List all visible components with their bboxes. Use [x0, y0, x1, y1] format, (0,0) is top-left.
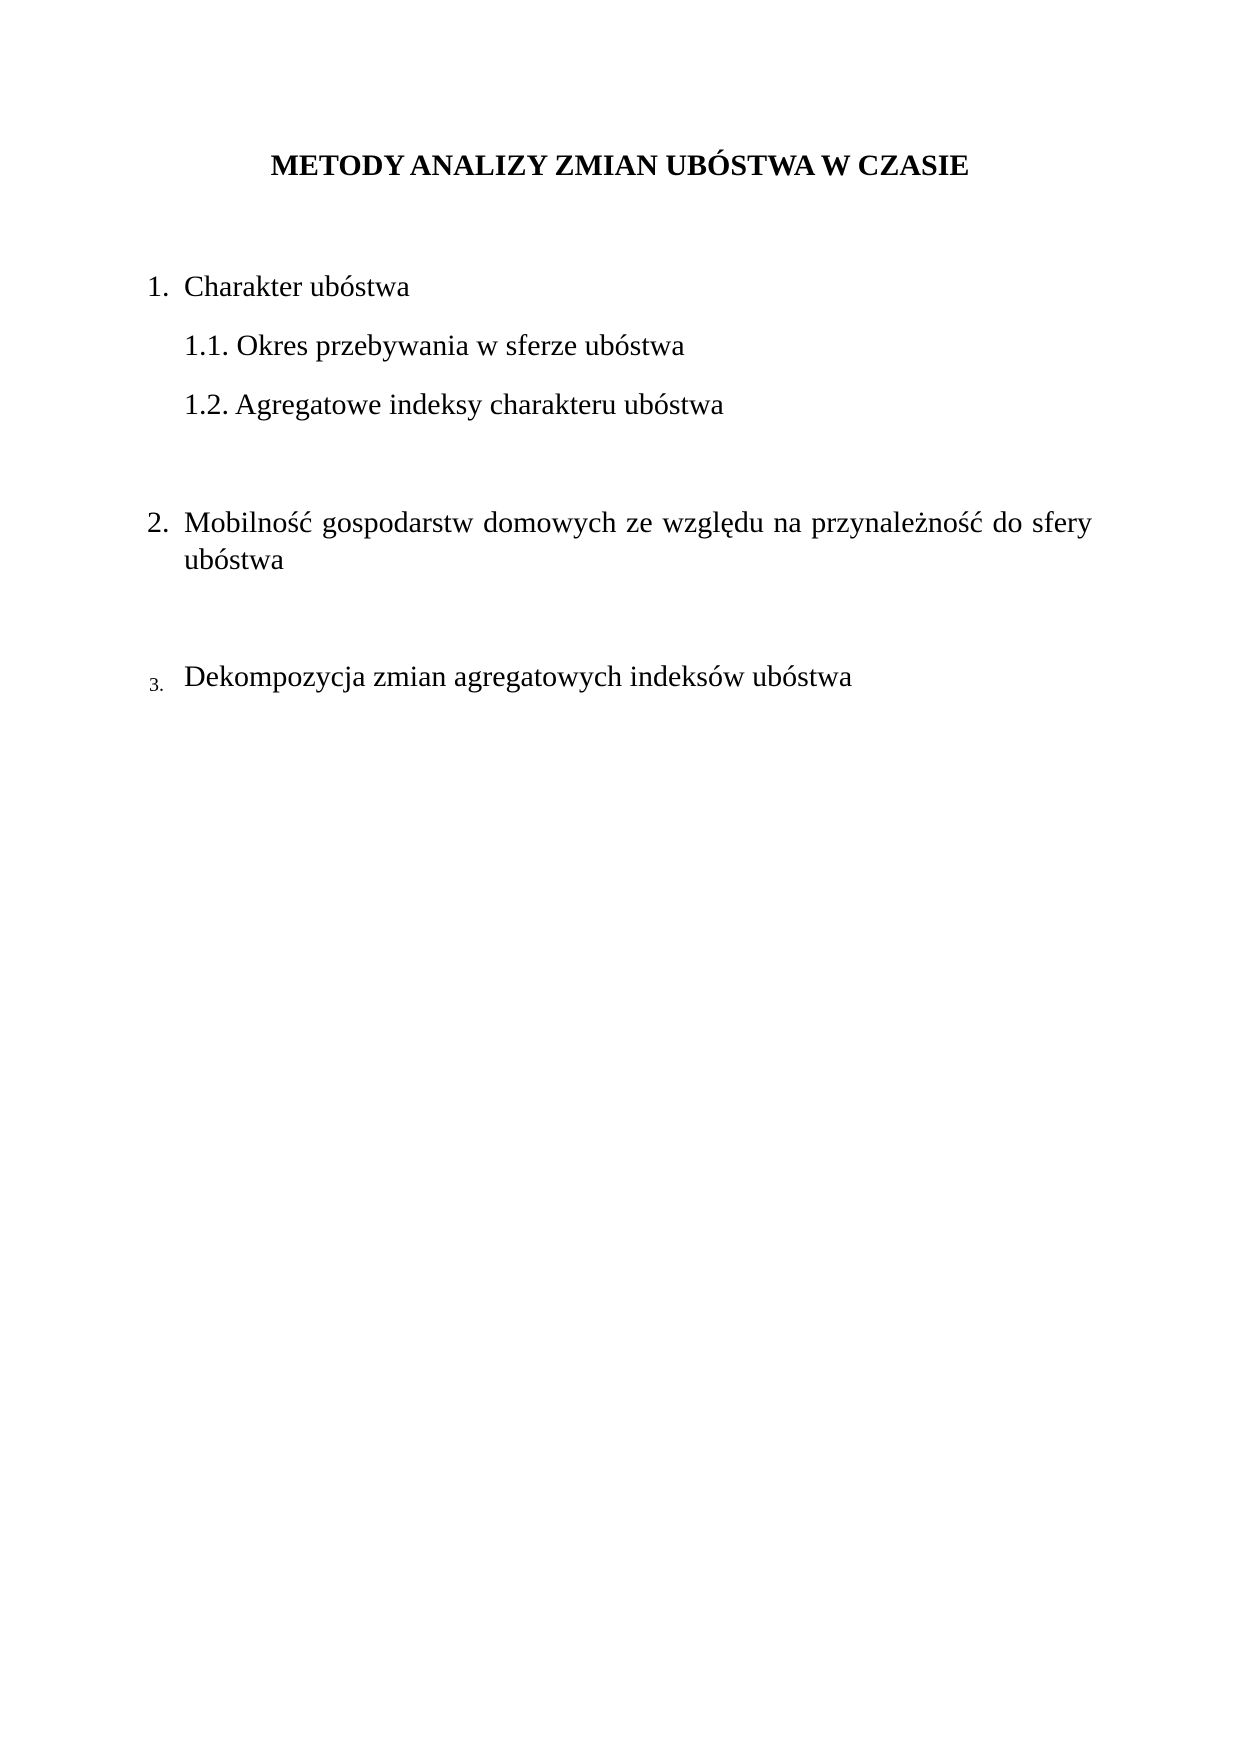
list-item-text: Mobilność gospodarstw domowych ze względu na przynależność do sfery ubóstwa	[184, 506, 1092, 576]
list-subitem-text: Okres przebywania w sferze ubóstwa	[236, 329, 685, 362]
document-title: METODY ANALIZY ZMIAN UBÓSTWA W CZASIE	[270, 149, 970, 182]
list-subitem-1-2	[184, 386, 1084, 423]
list-subitem-number: 1.1.	[184, 329, 229, 362]
list-subitem-text: Agregatowe indeksy charakteru ubóstwa	[234, 388, 724, 421]
list-item-text: Charakter ubóstwa	[184, 270, 410, 303]
list-item-text: Dekompozycja zmian agregatowych indeksów ubóstwa	[184, 660, 853, 693]
list-item-number: 2.	[147, 506, 170, 539]
list-subitem-number: 1.2.	[184, 388, 229, 421]
list-item-number: 3.	[149, 674, 164, 696]
list-subitem-1-1	[184, 327, 1084, 364]
list-item-number: 1.	[147, 270, 170, 303]
